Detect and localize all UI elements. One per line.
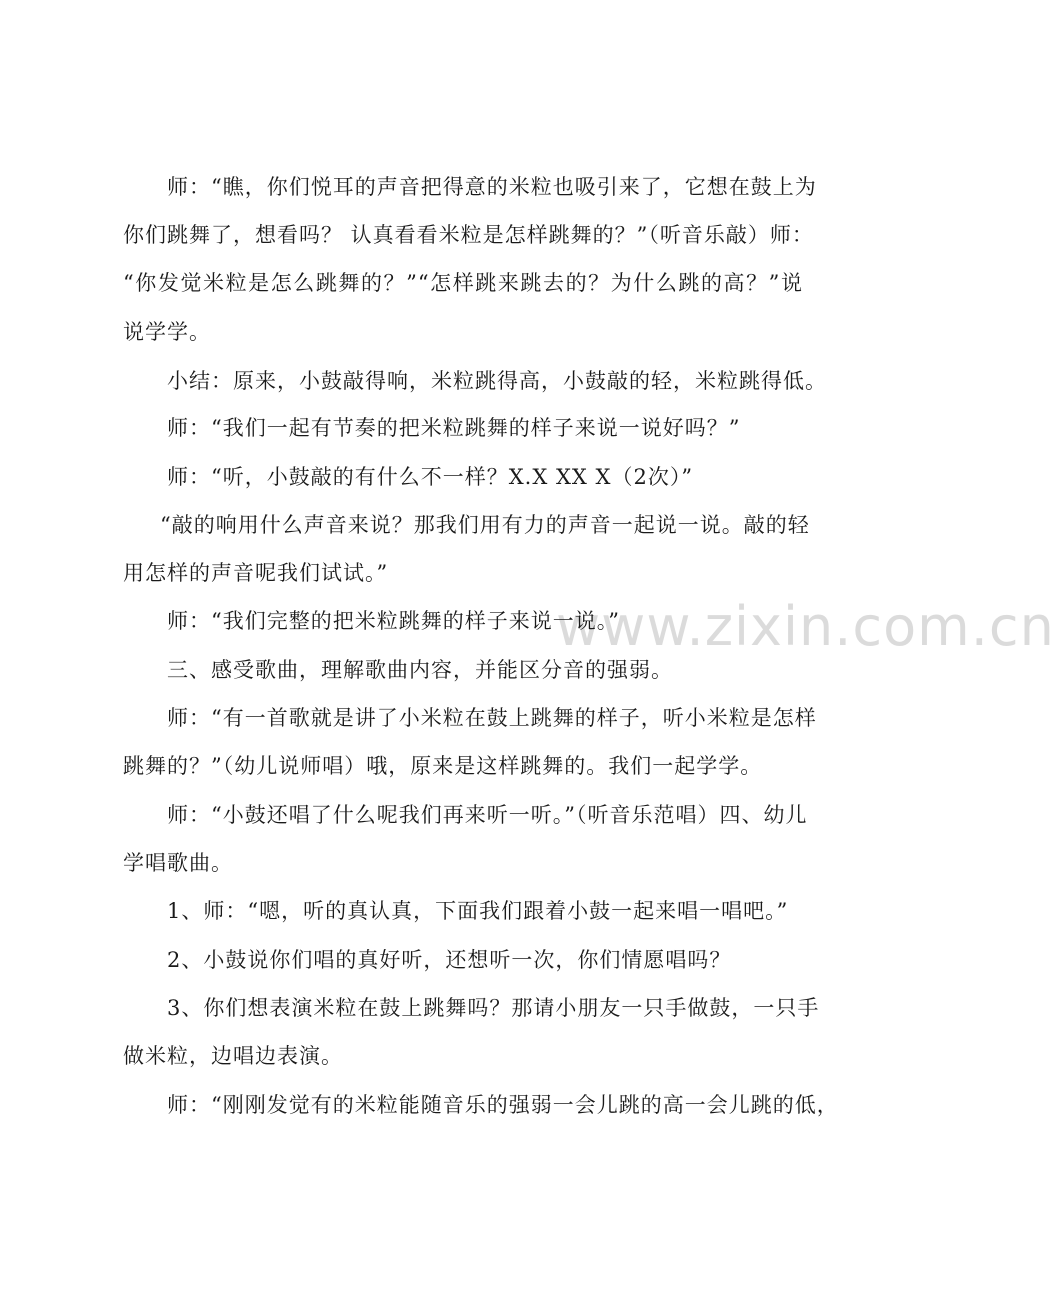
paragraph-12-line-1: 3、你们想表演米粒在鼓上跳舞吗？那请小朋友一只手做鼓，一只手 <box>167 996 820 1020</box>
paragraph-5-line-2: 用怎样的声音呢我们试试。” <box>123 561 389 585</box>
paragraph-1-line-1: 师：“瞧，你们悦耳的声音把得意的米粒也吸引来了，它想在鼓上为 <box>167 175 817 199</box>
paragraph-5-line-1: “敲的响用什么声音来说？那我们用有力的声音一起说一说。敲的轻 <box>160 513 810 537</box>
paragraph-12-line-2: 做米粒，边唱边表演。 <box>123 1044 343 1068</box>
paragraph-1-line-2: 你们跳舞了，想看吗？ 认真看看米粒是怎样跳舞的？”（听音乐敲）师： <box>123 223 814 247</box>
paragraph-7-line-1: 三、感受歌曲，理解歌曲内容，并能区分音的强弱。 <box>167 658 673 682</box>
paragraph-10-line-1: 1、师：“嗯，听的真认真，下面我们跟着小鼓一起来唱一唱吧。” <box>167 899 789 923</box>
paragraph-8-line-1: 师：“有一首歌就是讲了小米粒在鼓上跳舞的样子，听小米粒是怎样 <box>167 706 817 730</box>
watermark: www.zixin.com.cn <box>556 595 1055 658</box>
paragraph-4-line-1: 师：“听，小鼓敲的有什么不一样？X.X XX X（2次）” <box>167 465 694 489</box>
paragraph-6-line-1: 师：“我们完整的把米粒跳舞的样子来说一说。” <box>167 609 620 633</box>
paragraph-8-line-2: 跳舞的？”（幼儿说师唱）哦，原来是这样跳舞的。我们一起学学。 <box>123 754 763 778</box>
paragraph-1-line-3: “你发觉米粒是怎么跳舞的？”“怎样跳来跳去的？为什么跳的高？”说 <box>123 271 803 295</box>
paragraph-13-line-1: 师：“刚刚发觉有的米粒能随音乐的强弱一会儿跳的高一会儿跳的低， <box>167 1093 839 1117</box>
paragraph-9-line-1: 师：“小鼓还唱了什么呢我们再来听一听。”（听音乐范唱）四、幼儿 <box>167 803 808 827</box>
paragraph-11-line-1: 2、小鼓说你们唱的真好听，还想听一次，你们情愿唱吗？ <box>167 948 732 972</box>
paragraph-9-line-2: 学唱歌曲。 <box>123 851 233 875</box>
paragraph-1-line-4: 说学学。 <box>123 320 211 344</box>
paragraph-2-line-1: 小结：原来，小鼓敲得响，米粒跳得高，小鼓敲的轻，米粒跳得低。 <box>167 369 827 393</box>
paragraph-3-line-1: 师：“我们一起有节奏的把米粒跳舞的样子来说一说好吗？” <box>167 416 741 440</box>
